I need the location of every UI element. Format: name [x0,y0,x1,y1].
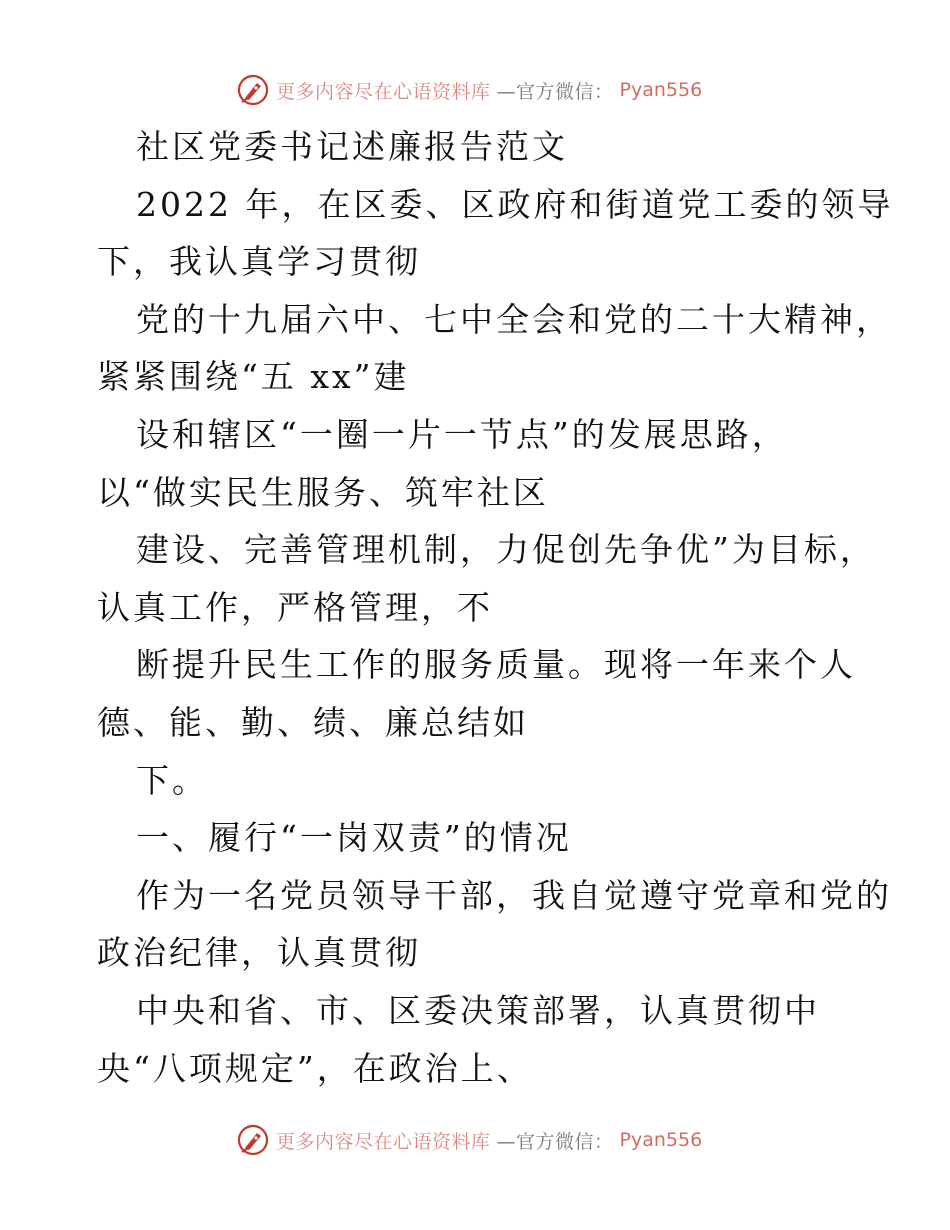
paragraph-line: 建设、完善管理机制，力促创先争优”为目标， [136,530,876,570]
pen-nib-logo-icon [236,73,270,107]
paragraph-line: 下，我认真学习贯彻 [97,242,421,282]
header-banner [236,73,702,107]
banner-contact-label: —官方微信： [496,80,614,103]
pen-nib-logo-icon [236,1123,270,1157]
paragraph-line: 以“做实民生服务、筑牢社区 [97,472,549,512]
footer-banner [236,1123,702,1157]
banner-account: Pyan556 [619,1129,703,1151]
banner-account: Pyan556 [619,79,703,101]
document-body [97,118,894,1097]
paragraph-line: 作为一名党员领导干部，我自觉遵守党章和党的 [136,875,892,915]
paragraph-line: 央“八项规定”，在政治上、 [97,1048,533,1088]
paragraph-line: 认真工作，严格管理，不 [97,587,493,627]
banner-brand-text: 更多内容尽在心语资料库 [276,80,491,103]
paragraph-line: 下。 [136,760,208,800]
paragraph-line: 德、能、勤、绩、廉总结如 [97,702,529,742]
document-title: 社区党委书记述廉报告范文 [136,127,568,166]
paragraph-line: 中央和省、市、区委决策部署，认真贯彻中 [136,990,820,1030]
banner-contact-label: —官方微信： [496,1130,614,1153]
paragraph-line: 设和辖区“一圈一片一节点”的发展思路， [136,414,788,454]
paragraph-line: 紧紧围绕“五 xx”建 [97,357,410,397]
paragraph-line: 断提升民生工作的服务质量。现将一年来个人 [136,645,856,685]
paragraph-line: 党的十九届六中、七中全会和党的二十大精神， [136,299,892,339]
paragraph-line: 2022 年，在区委、区政府和街道党工委的领导 [136,184,894,224]
paragraph-line: 政治纪律，认真贯彻 [97,933,421,973]
section-heading: 一、履行“一岗双责”的情况 [136,818,572,858]
banner-brand-text: 更多内容尽在心语资料库 [276,1130,491,1153]
